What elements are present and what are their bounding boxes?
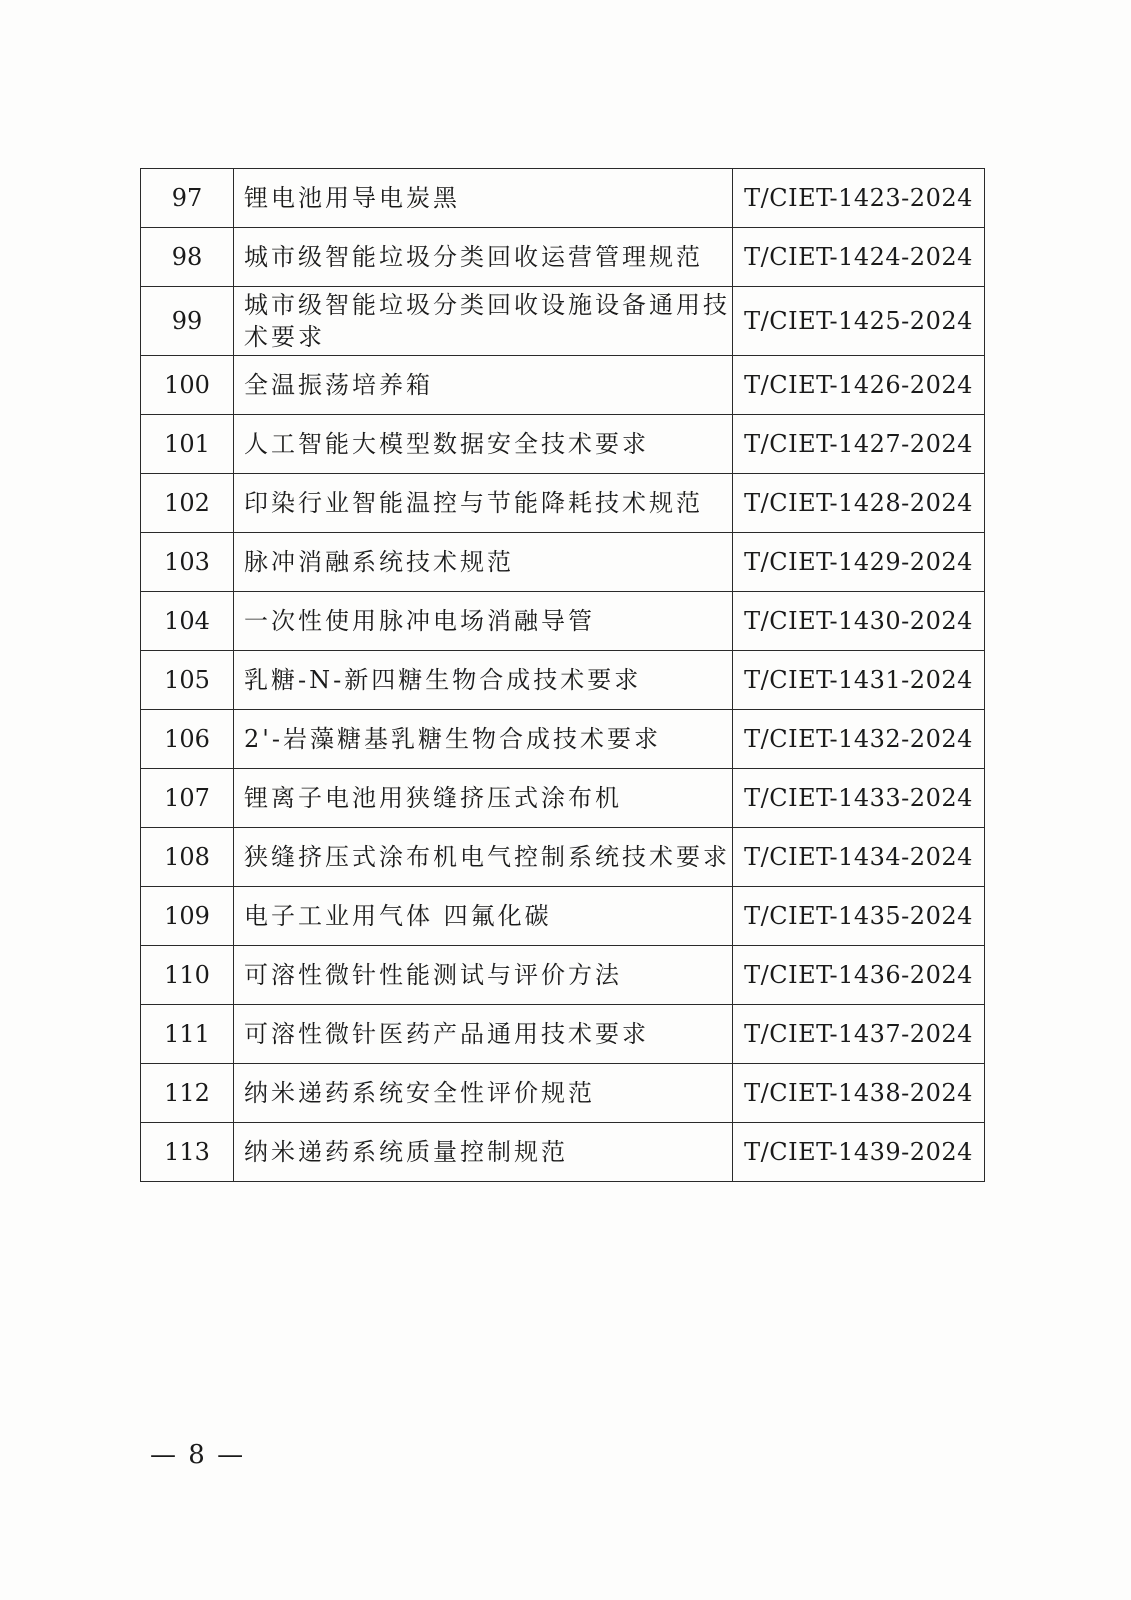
table-row (141, 769, 985, 828)
standard-code-cell: T/CIET-1424-2024 (733, 228, 985, 287)
row-number-cell: 110 (141, 946, 234, 1005)
standard-name-cell: 纳米递药系统质量控制规范 (234, 1123, 733, 1182)
standard-name-cell: 全温振荡培养箱 (234, 356, 733, 415)
row-number-cell: 101 (141, 415, 234, 474)
table-row (141, 828, 985, 887)
standard-name-cell: 印染行业智能温控与节能降耗技术规范 (234, 474, 733, 533)
standard-code-cell: T/CIET-1433-2024 (733, 769, 985, 828)
table-row (141, 356, 985, 415)
standard-name-cell: 电子工业用气体 四氟化碳 (234, 887, 733, 946)
standard-name-cell: 可溶性微针性能测试与评价方法 (234, 946, 733, 1005)
standard-code-cell: T/CIET-1431-2024 (733, 651, 985, 710)
row-number-cell: 103 (141, 533, 234, 592)
standard-name-cell: 一次性使用脉冲电场消融导管 (234, 592, 733, 651)
table-row (141, 533, 985, 592)
row-number-cell: 108 (141, 828, 234, 887)
standard-name-cell: 脉冲消融系统技术规范 (234, 533, 733, 592)
standard-name-cell: 锂离子电池用狭缝挤压式涂布机 (234, 769, 733, 828)
standard-name-cell: 城市级智能垃圾分类回收运营管理规范 (234, 228, 733, 287)
standard-code-cell: T/CIET-1425-2024 (733, 287, 985, 356)
table-row (141, 592, 985, 651)
standard-name-cell: 可溶性微针医药产品通用技术要求 (234, 1005, 733, 1064)
table-row (141, 946, 985, 1005)
table-row (141, 887, 985, 946)
row-number-cell: 113 (141, 1123, 234, 1182)
table-row (141, 287, 985, 356)
standard-name-cell: 人工智能大模型数据安全技术要求 (234, 415, 733, 474)
row-number-cell: 102 (141, 474, 234, 533)
table-row (141, 1005, 985, 1064)
standard-code-cell: T/CIET-1439-2024 (733, 1123, 985, 1182)
row-number-cell: 105 (141, 651, 234, 710)
row-number-cell: 104 (141, 592, 234, 651)
standards-table-body (141, 169, 985, 1182)
standard-code-cell: T/CIET-1437-2024 (733, 1005, 985, 1064)
standard-name-cell: 狭缝挤压式涂布机电气控制系统技术要求 (234, 828, 733, 887)
row-number-cell: 100 (141, 356, 234, 415)
row-number-cell: 112 (141, 1064, 234, 1123)
row-number-cell: 106 (141, 710, 234, 769)
row-number-cell: 97 (141, 169, 234, 228)
table-row (141, 474, 985, 533)
table-row (141, 415, 985, 474)
table-row (141, 1064, 985, 1123)
table-row (141, 710, 985, 769)
standard-code-cell: T/CIET-1430-2024 (733, 592, 985, 651)
row-number-cell: 99 (141, 287, 234, 356)
standard-code-cell: T/CIET-1426-2024 (733, 356, 985, 415)
row-number-cell: 109 (141, 887, 234, 946)
standards-table (140, 168, 985, 1182)
standard-code-cell: T/CIET-1428-2024 (733, 474, 985, 533)
standard-code-cell: T/CIET-1432-2024 (733, 710, 985, 769)
standard-name-cell: 锂电池用导电炭黑 (234, 169, 733, 228)
standard-code-cell: T/CIET-1436-2024 (733, 946, 985, 1005)
table-row (141, 169, 985, 228)
standard-name-cell: 城市级智能垃圾分类回收设施设备通用技术要求 (234, 287, 733, 356)
page-number: — 8 — (150, 1440, 246, 1470)
standard-code-cell: T/CIET-1435-2024 (733, 887, 985, 946)
row-number-cell: 98 (141, 228, 234, 287)
standard-name-cell: 2'-岩藻糖基乳糖生物合成技术要求 (234, 710, 733, 769)
table-row (141, 651, 985, 710)
standard-code-cell: T/CIET-1423-2024 (733, 169, 985, 228)
standard-name-cell: 纳米递药系统安全性评价规范 (234, 1064, 733, 1123)
row-number-cell: 111 (141, 1005, 234, 1064)
row-number-cell: 107 (141, 769, 234, 828)
standard-code-cell: T/CIET-1434-2024 (733, 828, 985, 887)
table-row (141, 1123, 985, 1182)
table-row (141, 228, 985, 287)
standard-code-cell: T/CIET-1429-2024 (733, 533, 985, 592)
standard-code-cell: T/CIET-1427-2024 (733, 415, 985, 474)
standard-name-cell: 乳糖-N-新四糖生物合成技术要求 (234, 651, 733, 710)
standard-code-cell: T/CIET-1438-2024 (733, 1064, 985, 1123)
